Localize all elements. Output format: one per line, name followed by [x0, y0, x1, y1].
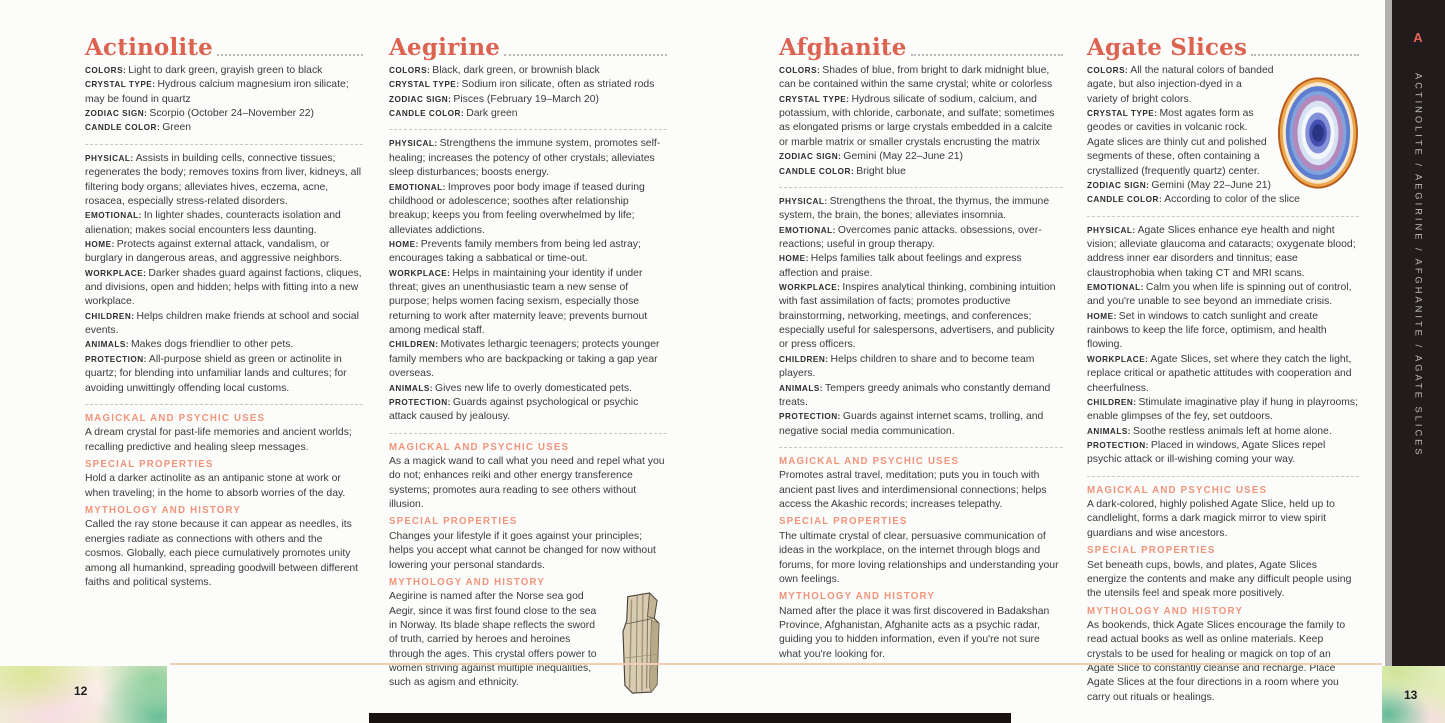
fact-text: Scorpio (October 24–November 22) [149, 108, 315, 120]
fact-label: ZODIAC SIGN: [779, 152, 842, 162]
dotted-leader [504, 54, 667, 56]
attribute-label: EMOTIONAL: [85, 211, 142, 221]
divider [1087, 476, 1359, 477]
fact-label: CANDLE COLOR: [85, 123, 161, 133]
sections-block [85, 412, 363, 590]
entry-title: Actinolite [85, 34, 214, 61]
attribute-label: CHILDREN: [1087, 397, 1137, 407]
attribute-text: In lighter shades, counteracts isolation and alienation; makes social encounters less daunting. [85, 210, 341, 236]
attribute-text: Overcomes panic attacks. obsessions, over-reactions; useful in group therapy. [779, 224, 1042, 250]
dotted-leader [911, 54, 1063, 56]
fact-text: Shades of blue, from bright to dark midnight blue, can be contained within the same crystal; white or colorless [779, 65, 1053, 91]
fact-text: According to color of the slice [1164, 194, 1300, 206]
page-number-left: 12 [74, 684, 88, 698]
fact-label: CANDLE COLOR: [389, 109, 465, 119]
attributes-block [779, 195, 1063, 439]
attribute-text: Assists in building cells, connective tissues; regenerates the body; removes toxins from liver, kidneys, all filtering body organs; alleviates hives, eczema, acne, rosacea, especially stress-related disorders. [85, 152, 362, 207]
attribute-text: Helps children to share and to become team players. [779, 353, 1035, 380]
attribute-text: Prevents family members from being led astray; encourages taking a sabbatical or time-out. [389, 238, 641, 265]
fact-label: CRYSTAL TYPE: [1087, 109, 1158, 119]
attribute-label: CHILDREN: [779, 354, 829, 364]
section-text: A dream crystal for past-life memories and ancient worlds; recalling predictive and healing sleep messages. [85, 427, 352, 453]
entry-aegirine [389, 36, 667, 696]
divider [389, 129, 667, 130]
fact-label: ZODIAC SIGN: [389, 94, 452, 104]
section-text: As a magick wand to call what you need and repel what you do not; enhances reiki and other energy transference systems; promotes aura reading to see others without illusion. [389, 456, 665, 511]
attribute-text: Stimulate imaginative play if hung in playrooms; enable glimpses of the fey, set outdoors. [1087, 396, 1358, 423]
divider [85, 144, 363, 145]
attribute-text: Strengthens the throat, the thymus, the immune system, the brain, the bones; alleviates insomnia. [779, 195, 1050, 222]
fact-text: Bright blue [856, 165, 906, 177]
attribute-label: HOME: [389, 239, 419, 249]
section-heading: SPECIAL PROPERTIES [389, 516, 518, 528]
attribute-label: WORKPLACE: [779, 283, 841, 293]
attribute-label: CHILDREN: [389, 340, 439, 350]
divider [389, 433, 667, 434]
fact-label: CRYSTAL TYPE: [779, 94, 850, 104]
fact-text: Gemini (May 22–June 21) [1151, 179, 1271, 191]
fact-label: CANDLE COLOR: [1087, 195, 1163, 205]
attribute-label: HOME: [85, 239, 115, 249]
section-text: As bookends, thick Agate Slices encourage the family to read actual books as well as online materials. Keep crystals to be used for healing or magick on top of an Agate Slice to constantly cleanse and recharge. Place Agate Slices at the four directions in a room where you carry out rituals or healings. [1087, 619, 1346, 703]
agate-slice-illustration [1277, 75, 1359, 191]
attribute-label: WORKPLACE: [389, 268, 451, 278]
sections-block [779, 455, 1063, 662]
attribute-text: Helps families talk about feelings and express affection and praise. [779, 253, 1022, 279]
attributes-block [85, 152, 363, 396]
section-heading: SPECIAL PROPERTIES [1087, 545, 1216, 557]
divider [779, 447, 1063, 448]
dotted-leader [1251, 54, 1359, 56]
section-heading: MYTHOLOGY AND HISTORY [1087, 605, 1243, 617]
fact-text: All the natural colors of banded agate, but also injection-dyed in a variety of bright colors. [1087, 65, 1274, 105]
fact-text: Dark green [466, 108, 518, 120]
divider [1087, 216, 1359, 217]
attribute-text: Inspires analytical thinking, combining intuition with fast assimilation of facts; promotes productive brainstorming, networking, meetings, and conferences; especially useful for salespersons, advertisers, and publicity or press officers. [779, 282, 1056, 351]
attribute-label: ANIMALS: [1087, 426, 1132, 436]
attribute-text: Guards against internet scams, trolling, and negative social media communication. [779, 411, 1044, 437]
section-text: Promotes astral travel, meditation; puts you in touch with ancient past lives and interdimensional connections; helps access the Akashic records; increases telepathy. [779, 470, 1047, 511]
entry-title-row [779, 36, 1063, 59]
entry-title: Aegirine [389, 34, 501, 61]
attributes-block [1087, 224, 1359, 468]
section-text: The ultimate crystal of clear, persuasive communication of ideas in the workplace, on the internet through blogs and forums, for more loving relationships and understanding your own feelings. [779, 530, 1059, 585]
fact-label: COLORS: [779, 66, 821, 75]
attribute-label: PHYSICAL: [389, 139, 438, 149]
attribute-text: Calm you when life is spinning out of control, and you're unable to see beyond an immediate crisis. [1087, 282, 1352, 308]
attribute-label: PROTECTION: [85, 354, 147, 364]
section-heading: MYTHOLOGY AND HISTORY [389, 576, 545, 588]
section-heading: MAGICKAL AND PSYCHIC USES [779, 455, 960, 467]
fact-label: ZODIAC SIGN: [1087, 180, 1150, 190]
fact-text: Hydrous silicate of sodium, calcium, and potassium, with chloride, carbonate, and sulfate; sometimes as elongated prisms or large crystals embedded in a calcite or marble matrix or smaller crystals encrusting the matrix [779, 93, 1055, 148]
attribute-text: Gives new life to overly domesticated pets. [435, 382, 632, 394]
attribute-label: WORKPLACE: [1087, 354, 1149, 364]
facts-block [85, 64, 363, 136]
attribute-text: All-purpose shield as green or actinolite in quartz; for blending into unfamiliar lands and cultures; for avoiding unwittingly offending local customs. [85, 353, 347, 394]
attribute-text: Agate Slices enhance eye health and night vision; alleviate glaucoma and cataracts; oxygenate blood; address inner ear disorders and tinnitus; ease claustrophobia when taking CT and MRI scans. [1087, 224, 1356, 279]
sections-block [1087, 484, 1359, 705]
entry-title: Afghanite [779, 34, 907, 61]
attribute-label: PROTECTION: [1087, 440, 1149, 450]
fact-label: CRYSTAL TYPE: [85, 80, 156, 90]
section-text: Aegirine is named after the Norse sea god Aegir, since it was first found close to the sea in Norway. Its blade shape reflects the sword of truth, carried by heroes and heroines through the ages. This crystal offers power to women striving against multiple inequalities, such as agism and ethnicity. [389, 591, 597, 689]
fact-label: CANDLE COLOR: [779, 166, 855, 176]
fact-text: Gemini (May 22–June 21) [843, 151, 963, 163]
section-text: Hold a darker actinolite as an antipanic stone at work or when traveling; in the home to absorb worries of the day. [85, 473, 346, 499]
attribute-label: PHYSICAL: [1087, 225, 1136, 235]
attribute-label: ANIMALS: [779, 383, 824, 393]
page-number-right: 13 [1404, 688, 1418, 702]
attribute-label: EMOTIONAL: [389, 182, 446, 192]
fact-text: Black, dark green, or brownish black [432, 65, 600, 76]
fact-label: CRYSTAL TYPE: [389, 80, 460, 90]
footer-rule [170, 663, 1382, 665]
entry-title: Agate Slices [1087, 34, 1248, 61]
attribute-text: Placed in windows, Agate Slices repel psychic attack or ill-wishing coming your way. [1087, 439, 1326, 466]
section-text: A dark-colored, highly polished Agate Slice, held up to candlelight, forms a dark magick mirror to view spirit guardians and wise ancestors. [1087, 499, 1335, 539]
fact-label: ZODIAC SIGN: [85, 109, 148, 119]
attribute-text: Makes dogs friendlier to other pets. [131, 339, 294, 351]
attribute-label: WORKPLACE: [85, 268, 147, 278]
section-heading: MYTHOLOGY AND HISTORY [779, 591, 935, 603]
fact-text: Green [162, 122, 192, 134]
attribute-label: PHYSICAL: [779, 196, 828, 206]
facts-block [1087, 64, 1359, 208]
divider [85, 404, 363, 405]
attribute-label: ANIMALS: [389, 383, 434, 393]
divider [779, 187, 1063, 188]
bottom-black-strip [369, 713, 1011, 723]
attribute-label: PROTECTION: [389, 397, 451, 407]
fact-label: COLORS: [389, 66, 431, 75]
attributes-block [389, 137, 667, 424]
attribute-text: Set in windows to catch sunlight and create rainbows to keep the life force, optimism, and health flowing. [1087, 310, 1327, 351]
entry-agate-slices [1087, 36, 1359, 705]
entry-title-row [1087, 36, 1359, 59]
section-text: Called the ray stone because it can appear as needles, its energies radiate as connections with others and the cosmos. Globally, each piece cumulatively promotes unity among all humankind, spreading goodwill between different faiths and political systems. [85, 519, 359, 588]
attribute-label: PHYSICAL: [85, 153, 134, 163]
entry-title-row [389, 36, 667, 59]
page-edge-strip [1385, 0, 1392, 666]
attribute-label: ANIMALS: [85, 340, 130, 350]
attribute-text: Guards against psychological or psychic attack caused by jealousy. [389, 396, 639, 423]
facts-block [779, 64, 1063, 179]
index-entries-text: ACTINOLITE / AEGIRINE / AFGHANITE / AGATE SLICES [1413, 73, 1424, 458]
section-heading: MAGICKAL AND PSYCHIC USES [85, 412, 266, 424]
section-text: Changes your lifestyle if it goes against your principles; helps you accept what cannot be changed for now without lowering your personal standards. [389, 530, 656, 571]
attribute-label: HOME: [1087, 311, 1117, 321]
aegirine-crystal-illustration [613, 592, 667, 694]
entry-actinolite [85, 36, 363, 590]
section-heading: MAGICKAL AND PSYCHIC USES [389, 441, 570, 453]
entry-title-row [85, 36, 363, 59]
attribute-label: CHILDREN: [85, 311, 135, 321]
fact-label: COLORS: [1087, 66, 1129, 75]
entry-afghanite [779, 36, 1063, 662]
attribute-text: Protects against external attack, vandalism, or burglary in dangerous areas, and aggressive neighbors. [85, 238, 343, 265]
attribute-label: PROTECTION: [779, 412, 841, 422]
mythology-with-illustration [389, 590, 667, 691]
attribute-label: EMOTIONAL: [1087, 283, 1144, 293]
section-text: Named after the place it was first discovered in Badakshan Province, Afghanistan, Afghanite acts as a psychic radar, guiding you to hidden information, even if you're not sure what you're looking for. [779, 605, 1050, 660]
fact-text: Most agates form as geodes or cavities in volcanic rock. Agate slices are thinly cut and polished segments of these, often containing a crystallized (frequently quartz) center. [1087, 108, 1267, 177]
fact-text: Hydrous calcium magnesium iron silicate; may be found in quartz [85, 79, 349, 105]
attribute-label: EMOTIONAL: [779, 225, 836, 235]
section-heading: SPECIAL PROPERTIES [85, 459, 214, 470]
attribute-text: Motivates lethargic teenagers; protects younger family members who are backpacking or taking a gap year overseas. [389, 339, 660, 380]
sections-block [389, 441, 667, 691]
section-text: Set beneath cups, bowls, and plates, Agate Slices energize the contents and make any difficult people using the utensils feel and speak more positively. [1087, 559, 1352, 600]
attribute-text: Soothe restless animals left at home alone. [1133, 425, 1332, 437]
attribute-text: Agate Slices, set where they catch the light, replace critical or apathetic attitudes with cooperation and cheerfulness. [1087, 353, 1352, 394]
dotted-leader [217, 54, 363, 56]
section-heading: MYTHOLOGY AND HISTORY [85, 505, 241, 517]
attribute-text: Strengthens the immune system, promotes self-healing; increases the potency of other crystals; alleviates sleep disturbances; boosts energy. [389, 138, 661, 179]
attribute-text: Darker shades guard against factions, cliques, and divisions, open and hidden; helps with fitting into a new workplace. [85, 267, 362, 308]
attribute-text: Helps in maintaining your identity if under threat; gives an unenthusiastic team a new sense of purpose; helps women facing sexism, especially those returning to work after maternity leave; prevents burnout among medical staff. [389, 267, 648, 337]
alphabet-index-sidebar [1392, 0, 1445, 666]
facts-block [389, 64, 667, 121]
fact-text: Pisces (February 19–March 20) [453, 93, 599, 105]
attribute-text: Improves poor body image if teased during childhood or adolescence; soothes after relationship breakup; keeps you from feeling overwhelmed by life; alleviates addictions. [389, 181, 645, 236]
attribute-text: Tempers greedy animals who constantly demand treats. [779, 382, 1051, 408]
attribute-text: Helps children make friends at school and social events. [85, 310, 359, 337]
attribute-label: HOME: [779, 254, 809, 264]
section-heading: MAGICKAL AND PSYCHIC USES [1087, 484, 1268, 496]
index-letter: A [1413, 30, 1424, 45]
fact-text: Light to dark green, grayish green to black [128, 65, 323, 76]
fact-label: COLORS: [85, 66, 127, 75]
section-heading: SPECIAL PROPERTIES [779, 516, 908, 528]
fact-text: Sodium iron silicate, often as striated rods [461, 79, 655, 91]
